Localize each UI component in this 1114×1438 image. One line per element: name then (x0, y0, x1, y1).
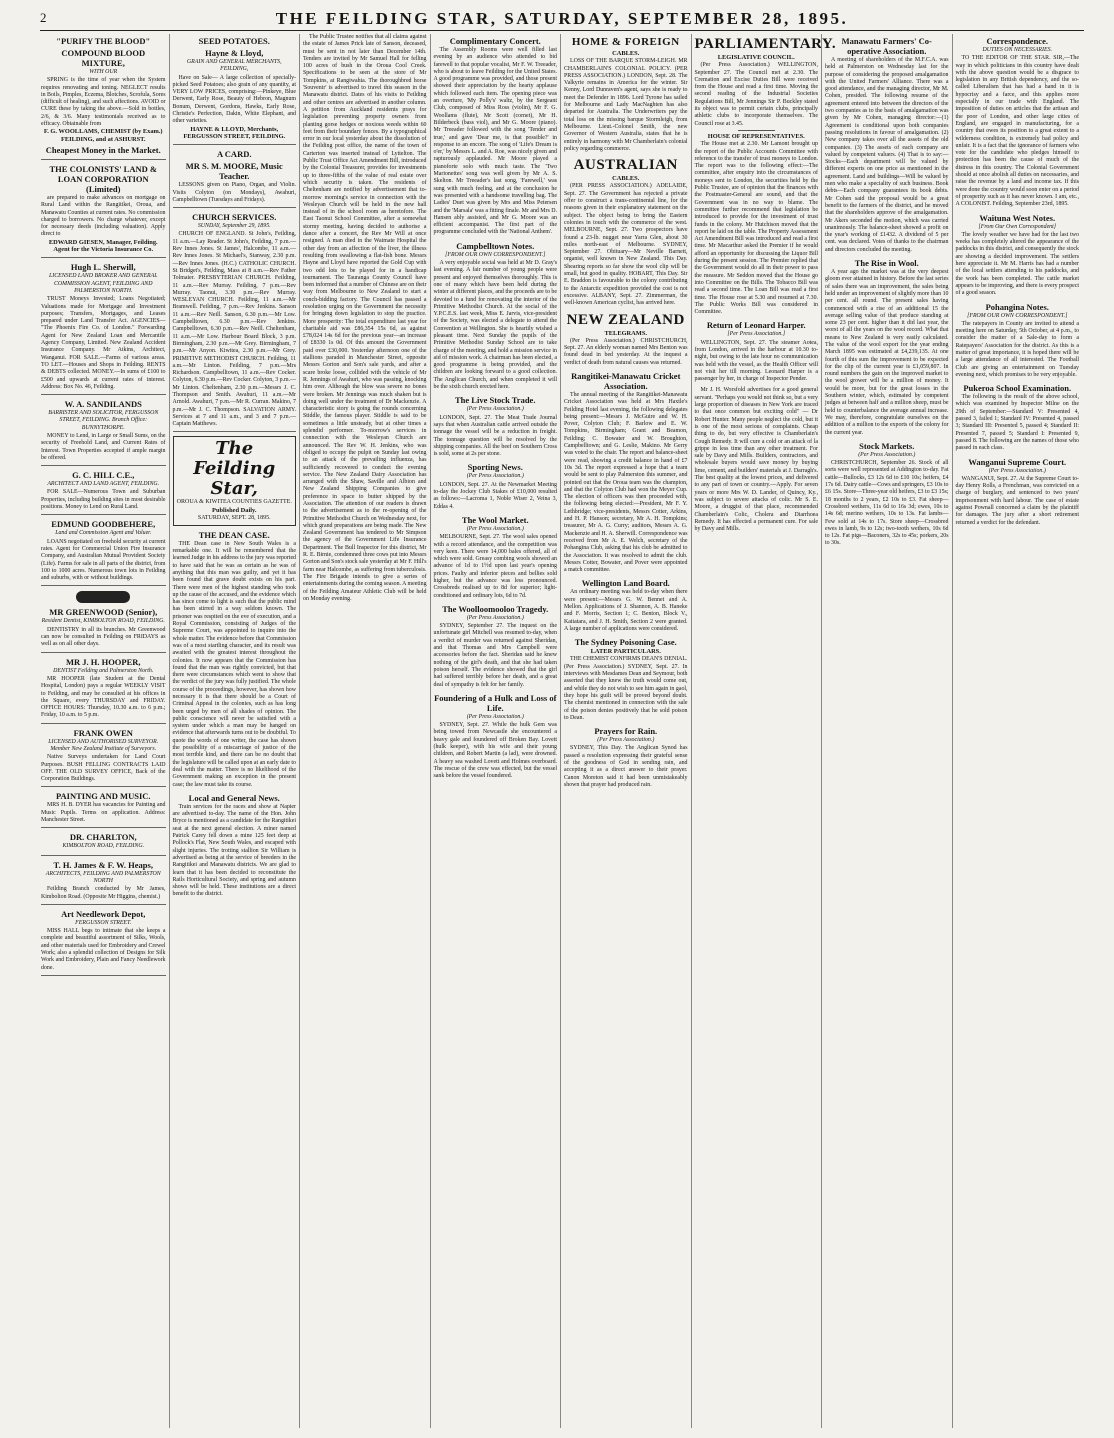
article (694, 36, 837, 316)
article (564, 157, 688, 307)
article (564, 578, 688, 633)
article (173, 793, 297, 899)
article-section-label: CABLES. (612, 50, 640, 57)
article-dateline: (Per Press Association.) (466, 614, 524, 621)
article-body: CHRISTCHURCH, September 26. Stock of all sorts were well represented at Addington to-day. Fat cattle—Bullocks, £3 12s 6d to £10 10s; heifers, £4 17s 6d. Dairy cattle—Cows and springers, £3 10s to £6 15s. Store—Three-year old heifers, £3 to £3 15s; 18 months to 2 years, £2 10s to £3. Fat sheep—Crossbred wethers, 11s 6d to 16s 3d; ewes, 10s to 14s 6d; merino wethers, 10s to 13s. Fat lambs—Few sold at 14s to 17s. Store sheep—Crossbred ewes in lamb, 9s to 12s; two-tooth wethers, 10s 6d to 12s. Fat pigs—Baconers, 32s to 45s; porkers, 20s to 30s. (825, 460, 949, 547)
article (695, 320, 819, 383)
article-heading: Wellington Land Board. (581, 578, 670, 589)
page-number: 2 (40, 10, 47, 25)
article-dateline: SUNDAY, September 29, 1895. (197, 223, 271, 230)
article-body: The following is the result of the above school, which was examined by Inspector Milne on the 29th of September:—Standard V: Presented 4, passed 3, failed 1; Standard IV: Presented 4, passed 3; Standard III: Presented 5, passed 4; Standard II: Presented 7, passed 5; Standard I: Presented 9, passed 8. The following are the names of those who passed in each class. (955, 394, 1079, 452)
article-heading: Stock Markets. (859, 440, 915, 451)
article (434, 515, 558, 600)
advertisement (41, 860, 166, 905)
article (434, 693, 558, 781)
advertisement (41, 262, 166, 395)
article-dateline: (Per Press Association.) (466, 473, 524, 480)
article-dateline: GRAIN AND GENERAL MERCHANTS, FEILDING, (186, 59, 282, 73)
columns (38, 34, 1082, 1428)
advertisement-heading: Cheapest Money in the Market. (45, 144, 161, 155)
dentist-emblem-icon (75, 590, 131, 604)
article-section-label: HOUSE OF REPRESENTATIVES. (707, 132, 805, 140)
article-dateline: (Per Press Association.) (597, 737, 655, 744)
article-heading: PARLIAMENTARY. (694, 36, 837, 52)
article-heading: MR GREENWOOD (Senior), (49, 607, 158, 618)
advertisement (41, 590, 166, 652)
article-body: MISS HALL begs to intimate that she keeps a complete and beautiful assortment of Silks, Wools, and other materials used for Embroidery and Crewel Work; also a splendid collection of Designs for Silk Work and Embroidery, Plain and Fancy Needlework done. (41, 928, 166, 971)
article (564, 36, 688, 153)
article-body: WELLINGTON, Sept. 27. The steamer Aotea, from London, arrived in the harbour at 10.30 to-night, but owing to the late hour no communication was held with the vessel, as the Health Officer will not visit her till morning. Leonard Harper is a passenger by her, in charge of Inspector Pender. (694, 339, 818, 383)
advertisement (173, 149, 297, 208)
article-body: SYDNEY, This Day. The Anglican Synod has passed a resolution expressing their grateful sense of the goodness of God in sending rain, and accepting it as a direct answer to their prayer. Canon Moreton said it had been unmistakeably shown that prayer had produced rain. (564, 745, 688, 788)
article-heading: EDMUND GOODBEHERE, (51, 519, 156, 530)
article-heading: Local and General News. (188, 792, 280, 803)
advertisement (41, 164, 166, 258)
column-3 (299, 34, 430, 1428)
article (956, 36, 1080, 209)
article (825, 441, 949, 548)
article-section-label: LEGISLATIVE COUNCIL. (717, 54, 795, 61)
article-heading: The Live Stock Trade. (455, 395, 536, 406)
article-body: LOSS OF THE BARQUE STORM-LEIGH. MR CHAMBERLAIN'S COLONIAL POLICY. (PER PRESS ASSOCIATION.) LONDON, Sept. 28. The Valkyrie remains in America for the winter. Sir Kenny, Lord Dunraven's agent, says she is ready to meet the Defender in 1896. Lord Tyrone has sailed for Melbourne and Lady MacNaghten has also departed for Australia. The Underwriters pay the total loss on the missing barque Stormleigh, from Melbourne. Lieut.-Colonel Smith, the new Governor of Western Australia, states that he is entirely in harmony with Mr Chamberlain's colonial policy regarding commerce. (564, 58, 688, 152)
article-body: are prepared to make advances on mortgage on Rural Land within the Rangitikei, Oroua, and Manawatu Counties at current rates. No commission charged to borrowers. No charge whatever, except for necessary deeds (including valuation). Apply direct to (41, 194, 166, 238)
advertiser-name: HAYNE & LLOYD, Merchants, FERGUSSON STREET, FEILDING. (183, 125, 286, 140)
article (173, 436, 297, 525)
article-heading: FRANK OWEN (73, 727, 133, 738)
article (434, 36, 558, 237)
advertisement (41, 36, 166, 160)
article-heading: CHURCH SERVICES. (192, 212, 277, 223)
article-heading: THE DEAN CASE. (198, 529, 270, 540)
article-body: WANGANUI, Sept. 27. At the Supreme Court to-day Henry Rolls, a Frenchman, was convicted on a charge of burglary, and sentenced to two years' imprisonment with hard labour. The case of estate against Pownall concerned a claim by the plaintiff for damages. The jury after a short retirement returned a verdict for the defendant. (955, 475, 1079, 526)
advertisement (41, 832, 166, 855)
article-body: MRS H. B. DYER has vacancies for Painting and Music Pupils. Terms on application. Address: Manchester Street. (41, 802, 166, 824)
article-body: DENTISTRY in all its branches. Mr Greenwood can now be consulted in Feilding on FRIDAYS as well as on all other days. (41, 626, 166, 648)
article-body: (PER PRESS ASSOCIATION.) ADELAIDE, Sept. 27. The Government has rejected a private offer to construct a trans-continental line, for the reasons given in their explanatory statement on the subject. The object being to bring the Eastern colonies in touch with the commerce of the west. MELBOURNE, Sept. 27. Two prospectors have found a 23-lb. nugget near Yarra Glen, about 30 miles north-east of Melbourne. SYDNEY, September 27. Obituary—Mr Neville Barnett, organist, well known in New Zealand. This Day. Shearing reports so far show the wool clip will be small, but good in quality. HOBART, This Day. Sir E. Braddon is favourable to the colony contributing to the Antarctic expedition provided the cost is not excessive. ALBANY, Sept. 27. Zimmerman, the well-known American cyclist, has arrived here. (564, 183, 688, 307)
article-heading: Waituna West Notes. (979, 212, 1056, 223)
article-heading: W. A. SANDILANDS (64, 399, 142, 410)
article (956, 383, 1080, 452)
article-body: MONEY to Lend, in Large or Small Sums, on the security of Freehold Land, and Current Rates of Interest. Town Properties accepted if ample margin be offered. (41, 432, 166, 461)
article-dateline: (Per Press Association.) (858, 451, 916, 458)
newspaper-date: SATURDAY, SEPT. 28, 1895. (197, 515, 271, 522)
article-body: Train services for the races and show at Napier are advertised to-day. The name of the Hon. John Bryce is mentioned as a candidate for the Rangitikei seat at the next general election. A miner named Patrick Carey fell down a mine 125 feet deep at Pollock's Flat, New South Wales, and escaped with slight injuries. The trotting stallion Sir William is advertised as being at the service of breeders in the Rangitikei and Manawatu districts. We are glad to learn that it has been decided to reconstitute the Rails Horticultural Society, and spring and autumn shows will be held. These institutions are a direct benefit to the district. (172, 803, 296, 898)
advertisement (41, 399, 166, 466)
column-8 (952, 34, 1083, 1428)
article (825, 258, 949, 437)
article-heading: The Sydney Poisoning Case. (574, 637, 677, 648)
article-body: LONDON, Sept. 27. The Meat Trade Journal says that when Australian cattle arrived outside the tonnage the vessel will be a reduction in freight. The tonnage question will be resolved by the shipping companies. All the beef on Southern Cross is sold, some at 2s per stone. (433, 414, 557, 458)
article-heading: The Wool Market. (461, 514, 529, 525)
article-heading: Manawatu Farmers' Co-operative Association. (841, 36, 932, 56)
column-1 (38, 34, 169, 1428)
article-dateline: (Per Press Association.) (466, 406, 524, 413)
advertisement (173, 212, 297, 432)
article-body: SYDNEY, Sept. 27. While the hulk Gem was being towed from Newcastle she encountered a heavy gale and foundered off Broken Bay. Lovett (hulk keeper), with his wife and their young children, and Robert Martin (a lad), were drowned. A heavy sea washed Lovett and Holmes overboard. The rescue of the crew was effected, but the vessel sank before the vessel foundered. (433, 722, 557, 780)
article-dateline: ARCHITECT AND LAND AGENT, FEILDING. (47, 481, 160, 488)
article-body: LOANS negotiated on freehold security at current rates. Agent for Commercial Union Fire Insurance Company, and Australian Mutual Provident Society (Life). Farms for sale in all parts of the district, from 100 to 1000 acres. Numerous town lots in Feilding and suburbs, with or without buildings. (41, 538, 166, 582)
article (825, 36, 949, 254)
article-body: A meeting of shareholders of the M.F.C.A. was held at Palmerston on Wednesday last for the purpose of considering the proposed amalgamation with the United Farmers' Alliance. There was a good attendance, and the managing director, Mr M. Cohen, presided. The following resume of the agreement entered into between the directors of the two companies as to the basis of amalgamation was given by Mr Cohen, managing director:—(1) Agreement is conditional upon both companies passing resolutions in favour of amalgamation. (2) New company takes over all the assets of the old companies. (3) The assets of each company are valued by competent valuers. (4) That is to say:—Stocks—Each department will be valued by different experts on one price as mentioned in the agreement. Land and buildings—Will be valued by men who make a speciality of such business. Book debts—Each company guarantees its book debts. Mr Cohen said the proposal would be a great benefit to the farmers of the district, and he moved that the shareholders approve of the amalgamation. Mr Akers seconded the motion, which was carried unanimously. The balance-sheet showed a profit on the year's working of £1432. A dividend of 5 per cent. was declared. Votes of thanks to the chairman and directors concluded the meeting. (825, 57, 949, 253)
article-body: THE Dean case in New South Wales is a remarkable one. It will be remembered that the learned Judge in his address to the jury was reported to have said that he was as certain as he was of anything that this man was guilty, and yet it has been found that grave doubt exists on his part. There were men of the highest standing who took up the cause of the accused, and the evidence which has since come to light is such that the public mind has been stirred in a way seldom known. The prisoner was respited on the eve of execution, and a Royal Commission, consisting of Judges of the Supreme Court, was appointed to inquire into the whole matter. The evidence before that Commission was of a most startling character, and its result was awaited with the greatest interest throughout the colonies. It now appears that the Commission has found that the man was rightly convicted, but that there were circumstances which went to show that the verdict of the jury was fully justified. The whole course of the proceedings, however, has shown how necessary it is that there should be a Court of Criminal Appeal in the colonies, such as has long been urged by men of all shades of opinion. The public conscience will never be satisfied with a system under which a man may be hanged on evidence that afterwards turns out to be doubtful. To quote the words of one writer, the case has shown the possibility of a miscarriage of justice of the most terrible kind, and there can be no doubt that the legislature will be called upon at an early date to deal with the matter. There is no likelihood of the Government making an exception in the present case; the law must take its course. (172, 540, 297, 788)
article-heading: Art Needlework Depot, (61, 908, 146, 919)
article-section-label: LATER PARTICULARS. (590, 648, 661, 656)
article-heading: THE COLONISTS' LAND & LOAN CORPORATION (Limited) (49, 163, 157, 194)
article-heading: The Rise in Wool. (854, 258, 919, 269)
article-dateline: FERGUSSON STREET. (75, 919, 132, 926)
article-body: The House met at 2.30. Mr Lamont brought up the report of the Public Accounts Committee with reference to the transfer of trust moneys to London. The report was to the following effect:—The committee, after enquiry into the circumstances of moneys sent to London, the securities held by the Public Trustee, are of opinion that the finances with the Postmaster-General are sound, and that the Government was in no way to blame. The committee further recommend that legislation be introduced to provide for the investment of trust funds in the colony. Mr Hutchison moved that the report be laid on the table. The Property Assessment Act Amendment Bill was introduced and read a first time. Mr Macarthur asked the Premier if he would afford an opportunity for discussing the Liquor Bill during the present session. The Premier replied that the Government would do all in their power to pass the measure. Mr Seddon moved that the House go into Committee on the Bills. The Tobacco Bill was read a second time. The Loan Bill was read a first time. The House rose at 5.30 and resumed at 7.30. The Public Works Bill was considered in Committee. (694, 141, 818, 316)
newspaper-masthead (173, 436, 297, 525)
advertiser-name: F. G. WOOLLAMS, CHEMIST (by Exam.) FEILDING, and at ASHURST. (43, 128, 163, 143)
column-4 (430, 34, 561, 1428)
article (173, 530, 297, 789)
article (303, 34, 427, 603)
article-dateline: DENTIST Feilding and Palmerston North. (53, 667, 154, 674)
article-body: The Assembly Rooms were well filled last evening by an audience who attended to bid farewell to that popular vocalist, Mr F. W. Treeader, who is about to leave Feilding for the United States. A good programme was provided, and those present showed their appreciation by the hearty applause which followed each item. The opening piece was an overture, 'My Polly's' waltz, by the Sergeant Club, composed of Miss Ross (violin), Mr F. G. Woollams (flute), Mr Scott (cornet), Mr H. Bilderbeck (bass viol), and Mr G. Moore (piano). Mr Treeader followed with the song 'Tender and true,' and gave 'Dear me, is that possible?' in response to an encore. The song of 'Life's Dream is o'er,' by Messrs L. and A. Roe, was nicely given and rapturously applauded. Mr Moore played a pianoforte solo with much taste. The 'Two Marionettes' song was well given by Mr A. S. Skelton. Mr Treeader's last song, 'Farewell,' was sung with much feeling, and at the conclusion he was presented with a handsome travelling bag. The Ladies' Duet was given by Mrs and Miss Petersen and the 'Marsala' was a fitting finale. Mr and Mrs D. Hansen ably assisted, and Mr G. Moore was an efficient accompanist. The first part of the programme concluded with the 'National Anthem'. (433, 47, 558, 236)
article-body: The annual meeting of the Rangitikei-Manawatu Cricket Association was held at Mrs Haxtle's Feilding Hotel last evening, the following delegates being present:—Messrs J. McGuire and W. H. Pover, Colyton Club; F. Barlow and E. W. Tompkins, Birmingham; Grant and Beamon, Feilding; C. Bowater and W. Broughton, Campbelltown; and G. Leslie, Makino. Mr Gerry was voted to the chair. The report and balance-sheet were read, showing a credit balance in hand of £7 10s 3d. The report expressed a hope that a team would be sent to play Palmerston this summer, and pointed out that the Oroua team was the champion, and that the Colyton Club had won the Meyer Cup. The election of officers was then proceeded with, the following being elected:—President, Mr F. Y. Lethbridge; vice-presidents, Messrs Cotter, Arkins, and H. P. Hanson; secretary, Mr A. H. Tompkins; treasurer, Mr A. G. Curry; auditors, Messrs A. G. Mackenzie and H. A. Sherwill. Correspondence was received from Mr A. E. Welch, secretary of the Pohangina Club, asking that his club be admitted to the Association. It was resolved to admit the club. Messrs Cotter, Bowater, and Pover were appointed a match committee. (564, 391, 688, 574)
column-6 (691, 34, 837, 1428)
article-heading: The Woolloomooloo Tragedy. (442, 603, 549, 614)
article-dateline: Resident Dentist, KIMBOLTON ROAD, FEILDING. (41, 618, 165, 625)
article-dateline: WITH OUR (89, 69, 118, 75)
divider (738, 130, 775, 131)
article-heading: Sporting News. (467, 462, 523, 473)
article-heading: Foundering of a Hulk and Loss of Life. (434, 692, 557, 713)
article-body: (Per Press Association.) WELLINGTON, September 27. The Council met at 2.30. The Cremation and Excise Duties Bill were received from the House and read a first time. Moving the second reading of the Industrial Societies Regulations Bill, Mr Jennings Sir P. Buckley stated its object was to permit certain clubs, principally athletic clubs to incorporate themselves. The Council rose at 3.45. (694, 62, 818, 127)
article-subheading: MR S. M. MOORE, Music Teacher. (185, 161, 283, 182)
article-body: FOR SALE—Numerous Town and Suburban Properties, including building sites in most desirable positions. Money to Lend on Rural Land. (41, 489, 166, 511)
article-section-label: TELEGRAMS. (604, 329, 647, 337)
advertisement (41, 657, 166, 724)
article-heading: Prayers for Rain. (594, 726, 658, 737)
article-body: The Public Trustee notifies that all claims against the estate of James Prick late of Sanson, deceased, must be sent in not later than December 14th. Tenders are invited by Mr Samuel Hall for felling 100 acres of bush in the Oroua Cool Creek. Specifications to be seen at the store of Mr Tompkins, at Rangiwahia. The thoroughbred horse 'Souvenir' is advertised to travel this season in the Manawatu district. Dates of his visits to Feilding and other centres are advertised in another column. A petition from Auckland residents prays for legislation preventing property owners from planting gorse hedges or noxious weeds within 60 feet from their boundary fences. By a typographical error in our local yesterday about the dissolution of the Feilding post office, the name of the town of Carterton was inserted instead of Lyttelton. The Public Trust Office Act Amendment Bill, introduced by the Colonial Treasurer, provides for investments up to three-fifths of the value of real estate over which security is taken. The residents of Cheltenham are notified by advertisement that to-morrow morning's service in connection with the Wesleyan Church will be held in the new hall instead of in the school room as heretofore. The East Taonui School Committee, after a somewhat stormy meeting, having decided to authorise a dance after a concert, the Rev Mr Will at once resigned. A man died in the Waimate Hospital the other day from an affection of the liver, the illness resulting from swallowing a flat-fish bone. Messrs Hayne and Lloyd have reported the Gold Cup with two odd lots to be played for in a handicap tournament. The Tauranga County Council have been informed that a number of Chinese are on their way from Melbourne to New Zealand to start a conch-bidding factory. The Council has passed a resolution urging on the Government the necessity for bringing down legislation to stop the practice. More prosperity: The total expenditure last year for charitable aid was £86,354 15s 6d, as against £78,024 14s 6d for the previous year—an increase of £8330 1s 0d. Of this amount the Government paid over £30,000. Yesterday afternoon one of the stallions paraded in Manchester Street, opposite Messrs Gorton and Son's sale yards, and after a scare broke loose, collided with the vehicle of Mr R. Jennings of Awahuri, who was passing, knocking him over. Although the blow was severe no bones were broken. Mr Jennings was much shaken but is doing well under the treatment of Dr Mackenzie. A characteristic story is going the rounds concerning Stiddle, the famous player. Stiddle is said to be sometimes a little unsteady, but at other times a splendid performer. To-morrow's services in connection with the Wesleyan Church are announced. The Rev W. H. Jenkins, who was obliged to occupy the pulpit on Sunday last owing to an attack of the prevailing influenza, has sufficiently recovered to conduct the evening service. The New Zealand Dairy Association has arranged with the Shaw, Saville and Albion and New Zealand Shipping Companies to give preference in space to butter shipped by the Association. The attention of our readers is drawn to the advertisement as to the re-opening of the Primitive Methodist Church on Wednesday next, for which grand preparations are being made. The New Zealand Government has tendered to Mr Simpson the agency of the Government Life Insurance Department. The Bull Inspector for this district, Mr R. E. Birnie, condemned three cows put into Messrs Gorton and Son's stock sale yesterday at Mr F. Hill's farm near Halcombe, as suffering from tuberculosis. The Fire Brigade intends to give a series of entertainments during the coming season. A meeting of the Feilding Amateur Athletic Club will be held on Monday evening. (303, 34, 427, 602)
newspaper-subtitle: OROUA & KIWITEA COUNTIES GAZETTE. (176, 499, 292, 506)
article-heading: AUSTRALIAN (573, 157, 678, 174)
article (434, 395, 558, 458)
article-body: Native Surveys undertaken for Land Court Purposes. BUSH FELLING CONTRACTS LAID OFF. THE OLD SURVEY OFFICE, Back of the Corporation Buildings. (41, 754, 166, 783)
article-heading: HOME & FOREIGN (571, 36, 680, 48)
article-heading: Pukeroa School Examination. (963, 383, 1072, 394)
article-heading: Campbelltown Notes. (456, 240, 535, 251)
article-heading: "PURIFY THE BLOOD" (56, 36, 151, 46)
article-dateline: [FROM OUR OWN CORRESPONDENT.] (445, 251, 546, 258)
advertisement (41, 791, 166, 828)
advertisement (41, 519, 166, 586)
advertiser-name: EDWARD GIESEN, Manager, Feilding. Agent for the Victoria Insurance Co. (48, 238, 158, 254)
article-body: LONDON, Sept. 27. At the Newmarket Meeting to-day the Jockey Club Stakes of £10,000 resulted as follows:—Lacroma 1, Noble Wiser 2, Veina 3, Eddas 4. (433, 481, 557, 510)
article-heading: Correspondence. (986, 36, 1048, 46)
advertisement (41, 909, 166, 976)
article-heading: MR J. H. HOOPER, (65, 656, 141, 667)
article-body: TRUST Moneys Invested; Loans Negotiated; Valuations made for Mortgage and Investment purposes; Transfers, Mortgages, and Leases prepared under Land Transfer Act. AGENCIES— "The Phoenix Fire Co. of London." Forwarding Agent for New Zealand Loan and Mercantile Agency Company, Limited. New Zealand Accident Insurance Company. Mr Atkins, Architect, Wanganui. FOR SALE.—Farms of various areas. TO LET.—Houses and Shops in Feilding. RENTS & DEBTS collected. MONEY.—In sums of £100 to £500 and upwards at current rates of interest. Address: Box No. 46, Feilding. (41, 296, 166, 390)
article-dateline: KIMBOLTON ROAD, FEILDING. (62, 843, 145, 850)
column-7 (821, 34, 952, 1428)
article-heading: DR. CHARLTON, (69, 832, 137, 843)
article (434, 241, 558, 392)
article (564, 371, 688, 574)
article-body: MELBOURNE, Sept. 27. The wool sales opened with a record attendance, and the competition was very keen. There were 14,000 bales offered, all of which were sold. Greasy combing wools showed an advance of 1d to 1½d upon last year's opening prices. Faulty and inferior pieces and bellies sold higher, but the advance was less pronounced. Crossbreds realised up to 8d for superior; light-conditioned and ordinary lots, 6d to 7d. (433, 534, 557, 599)
article-subheading: COMPOUND BLOOD MIXTURE, (61, 48, 146, 68)
article-body: SPRING is the time of year when the System requires renovating and toning. NEGLECT results in Boils, Pimples, Eczema, Blotches, Scrofula, Sores (difficult of healing), and such affections. AVOID or CURE these by taking the above.—Sold in bottles, 2/6, & 3/6. Many testimonials received as to efficacy. Obtainable from (41, 77, 166, 128)
advertisement (41, 470, 166, 515)
article-body: A very enjoyable social was held at Mr D. Gray's last evening. A fair number of young people were present and enjoyed themselves thoroughly. This is one of many which have been held during the winter at different places, and the proceeds are to be devoted to a fund for renovating the interior of the Primitive Methodist Church. At the social of the Y.P.C.E.S. last week, Miss E. Jarvis, vice-president of the Society, was elected a delegate to attend the Convention at Wellington. She is heartily wished a pleasant time. Next Sunday the pupils of the Primitive Methodist Sunday School are to take charge of the meeting, and hold a mission service in aid of mission work. A chairman has been elected, a good programme is being provided, and the children are looking forward to a good collection. The Anglican Church, and when completed it will be the sixth church erected here. (433, 260, 557, 391)
article (564, 637, 688, 722)
article-body: The ratepayers in County are invited to attend a meeting here on Saturday, 5th October, at 4 p.m., to consider the matter of a Sale-day to form a Ratepayers' Association for the district. As this is a matter of great importance, it is hoped there will be a large attendance of all interested. The Football Club are giving an entertainment on Tuesday evening next, which promises to be very enjoyable. (955, 320, 1079, 378)
article-heading: NEW ZEALAND (566, 311, 685, 328)
article (956, 213, 1080, 298)
article-heading: Wanganui Supreme Court. (968, 456, 1067, 467)
advertisement (41, 728, 166, 788)
newspaper-name: The Feilding Star, (193, 438, 276, 500)
article-heading: G. C. HILL C.E., (72, 470, 135, 481)
article-heading: A CARD. (217, 149, 252, 160)
article-dateline: [FROM OUR OWN CORRESPONDENT.] (967, 312, 1068, 319)
article-heading: Return of Leonard Harper. (706, 320, 806, 331)
article-body: THE CHEMIST CONFIRMS DEAN'S DENIAL. (Per Press Association.) SYDNEY, Sept. 27. In interviews with Mesdames Dean and Seymour, both asserted that they knew the truth would come out, and while they do not wish to see him again in gaol, they hope his guilt will be proved beyond doubt. The chemist mentioned in connection with the sale of the poison denies positively that he sold poison to Dean. (564, 656, 688, 721)
article-dateline: ARCHITECTS, FEILDING AND PALMERSTON NORTH (45, 870, 161, 884)
article-body: Mr J. H. Worsfold advertises for a good general servant. "Perhaps you would not think so, but a very large proportion of diseases in New York are traced to that once common but exciting cold" — Dr Robert Hunter. Many people neglect the cold, but it is one of the most serious of complaints. Cheap thing to do, but very effective is Chamberlain's Cough Remedy. It will cure a cold or an attack of la grippe in less time than any other treatment. For sale by Davy and Mills. Builders, contractors, and wholesale buyers would save money by buying lime, cement, and builders' materials at J. Darragh's. The best quality at the lowest prices, and delivered to any part of town or country.—Apply. For seven years or more Mrs W. D. Lander, of Quincy, Ky., was subject to severe attacks of colic. Mr S. E. Moore, a druggist of that place, recommended Chamberlain's Colic, Cholera and Diarrhoea Remedy. It has effected a permanent cure. For sale by Davy and Mills. (694, 387, 818, 533)
article (956, 302, 1080, 380)
article-heading: PAINTING AND MUSIC. (55, 791, 151, 802)
article-body: Have on Sale— A large collection of specially-picked Seed Potatoes; also grain of any quantity, at VERY LOW PRICES, comprising:—Pinkeye, Blue Derwent, Early Rose, Beauty of Hebron, Magnum Bonum, Derwent, Gordons, Hawks, Early Rose, Christie's Perfection, Dakin, White Elephant, and other varieties. (172, 74, 296, 125)
article (695, 387, 819, 533)
article-heading: Complimentary Concert. (449, 36, 541, 46)
article-dateline: (Per Press Association.) (466, 525, 524, 532)
article-dateline: LICENSED LAND BROKER AND GENERAL COMMISSION AGENT, FEILDING AND PALMERSTON NORTH. (48, 273, 158, 294)
article-heading: Rangitikei-Manawatu Cricket Association. (571, 370, 681, 391)
article-body: SYDNEY, September 27. The inquest on the unfortunate girl Mitchell was resumed to-day, when a verdict of murder was returned against Sheridan, and that Thomas and Mrs Campbell were accessories before the fact. Sheridan said he knew nothing of the girl's death, and that she had taken poison herself. The evidence showed that the girl had suffered terribly before her death, and a great deal of sympathy is felt for her family. (433, 623, 557, 688)
article (956, 457, 1080, 527)
page-header (40, 8, 1084, 31)
article-body: LESSONS given on Piano, Organ, and Violin. Visits Colyton (on Mondays), Awahuri, Campbelltown (Tuesdays and Fridays). (172, 182, 296, 203)
column-2 (169, 34, 300, 1428)
page-title: THE FEILDING STAR, SATURDAY, SEPTEMBER 28, 1895. (275, 9, 849, 28)
article-dateline: Land and Commission Agent and Valuer. (55, 530, 152, 537)
article-dateline: BARRISTER AND SOLICITOR, FERGUSSON STREET, FEILDING. Branch Office: BUNNYTHORPE. (48, 410, 159, 431)
article-body: The lovely weather we have had for the last two weeks has completely altered the appearance of the paddocks in this district, and consequently the stock are showing a decided improvement. The settlers here appreciate it. Mr M. Harris has had a number of the local settlers attending to his paddocks, and the work has been completed. The cattle market appears to be improving, and there is every prospect of a good season. (955, 231, 1079, 297)
article-dateline: (Per Press Association.) (466, 713, 524, 720)
article-heading: Hugh L. Sherwill, (70, 262, 136, 273)
article (564, 726, 688, 789)
article-body: An ordinary meeting was held to-day when there were present:—Messrs G. W. Bennet and A. Mellon. Applications of J. Shannon, A. B. Haneke and F. Morris, Section 1; C. Benton, Block V., Kaitatara, and J. H. Smith, Section 2 were granted. A large number of applications were considered. (564, 589, 688, 632)
newspaper-frequency: Published Daily. (212, 506, 257, 514)
article (564, 312, 688, 367)
article-heading: SEED POTATOES. (198, 36, 270, 46)
article-subheading: Hayne & Lloyd, (205, 48, 264, 58)
article-dateline: LICENSED AND AUTHORISED SURVEYOR. Member New Zealand Institute of Surveyors. (48, 738, 159, 752)
article-body: A year ago the market was at the very deepest gloom ever attained in history. Before the last series of sales there was an improvement, the sales being held under an improvement of slightly more than 10 per cent. all round. The present sales having commenced with a rise of an additional 15 the average selling value of that produce standing at some 23 per cent. higher than it did last year, the worst of all the years on the wool record. What that means to New Zealand is very easily calculated. The value of the wool export for the year ending March 1895 was estimated at £4,239,135. At one fourth of this sum the improvement to be expected for the clip of the current year is £1,059,807. In round numbers the gain on the improved market to the wool grower will be a million of money. It would be more, but for the great losses in the Southern winter, which, estimated by competent judges at between half and a million sheep, must be held to counterbalance the average annual increase. We may, therefore, congratulate ourselves on the addition of a million to the exports of the colony for the current year. (825, 269, 949, 436)
advertisement (173, 36, 297, 145)
article-dateline: [From Our Own Correspondent] (978, 223, 1057, 230)
column-5 (560, 34, 691, 1428)
article-section-label: CABLES. (612, 175, 640, 183)
article-body: MR HOOPER (late Student at the Dental Hospital, London) pays a regular WEEKLY VISIT to Feilding, and may be consulted at his offices in the Square, every THURSDAY and FRIDAY. OFFICE HOURS: Thursday, 10.30 a.m. to 6 p.m.; Friday, 10 a.m. to 5 p.m. (41, 675, 166, 719)
article-heading: Pohangina Notes. (985, 301, 1049, 312)
article (434, 462, 558, 510)
article-dateline: DUTIES ON NECESSARIES. (982, 47, 1053, 53)
article-body: CHURCH OF ENGLAND. St John's, Feilding, 11 a.m.—Lay Reader. St John's, Feilding, 7 p.m.—Rev Innes Jones. St James', Halcombe, 11 a.m.—Rev Innes Jones. St Michael's, Stanway, 2.30 p.m.—Rev Innes Jones. (H.C.) CATHOLIC CHURCH. St Bridget's, Feilding, Mass at 8 a.m.—Rev Father Tolmaier. PRESBYTERIAN CHURCH. Feilding, 11 a.m.—Rev Murray. Feilding, 7 p.m.—Rev Murray. Taonui, 3.30 p.m.—Rev Murray. WESLEYAN CHURCH. Feilding, 11 a.m.—Mr Bramwell. Feilding, 7 p.m.—Rev Jenkins. Sanson 11 a.m.—Rev Neill. Sanson, 6.30 p.m.—Mr Low. Campbelltown, 6.30 p.m.—Rev Jenkins. Campbelltown, 6.30 p.m.—Rev Neill. Cheltenham, 11 a.m.—Mr Low. Harbour Board Block, 3 p.m. Birmingham, 2.30 p.m.—Mr Grey. Birmingham, 7 p.m.—Mr Anyon. Kiwitea, 2.30 p.m.—Mr Grey. PRIMITIVE METHODIST CHURCH. Feilding, 11 a.m.—Mr Linton. Feilding, 7 p.m.—Mrs Richardson. Campbelltown, 11 a.m.—Rev Cocker. Colyton, 6.30 p.m.—Rev Cocker. Colyton, 3 p.m.—Mr Linton. Cheltenham, 2.30 p.m.—Messrs J. C. Thompson and Smith. Awahuri, 11 a.m.—Mr Arnold. Awahuri, 7 p.m.—Mr R. Curran. Makino, 7 p.m.—Mr J. C. Thompson. SALVATION ARMY. Services at 7 and 11 a.m., and 3 and 7 p.m.—Captain Matthews. (172, 231, 296, 428)
article-heading: T. H. James & F. W. Heaps, (53, 859, 153, 870)
article-dateline: (Per Press Association.) (988, 467, 1046, 474)
article-dateline: [Per Press Association.] (727, 331, 786, 338)
article-body: TO THE EDITOR OF THE STAR. SIR,—The way in which politicians in this country have dealt with the above question would be a disgrace to legislation in any British dependency, and the so-called Liberalism that has had a hand in it is hypocrisy and a farce, and this applies more especially in our trade with England. The imposition of duties on articles that the artisan and the poor of London, and other large cities of England, are engaged in manufacturing, for a country that owes its position to a great extent to a wilderness condition, is extremely bad policy and unfair. It is a fact that the ignorance of farmers who vote for the candidate who pledges himself to protection has been the cause of much of the distress in this country. The Colonial Government should at once abolish all duties on necessaries, and raise the revenue by a land and income tax. If this were done the country would soon enter on a period of prosperity such as it has never known. I am, etc., A COLONIST. Feilding, September 23rd, 1895. (955, 55, 1079, 208)
article-body: (Per Press Association.) CHRISTCHURCH, Sept. 27. An elderly woman named Mrs Benton was found dead in bed yesterday. At the inquest a verdict of death from natural causes was returned. (564, 337, 688, 366)
article-body: Feilding Branch conducted by Mr James, Kimbolton Road. (Opposite Mr Higgins, chemist.) (41, 886, 166, 900)
article (434, 604, 558, 689)
